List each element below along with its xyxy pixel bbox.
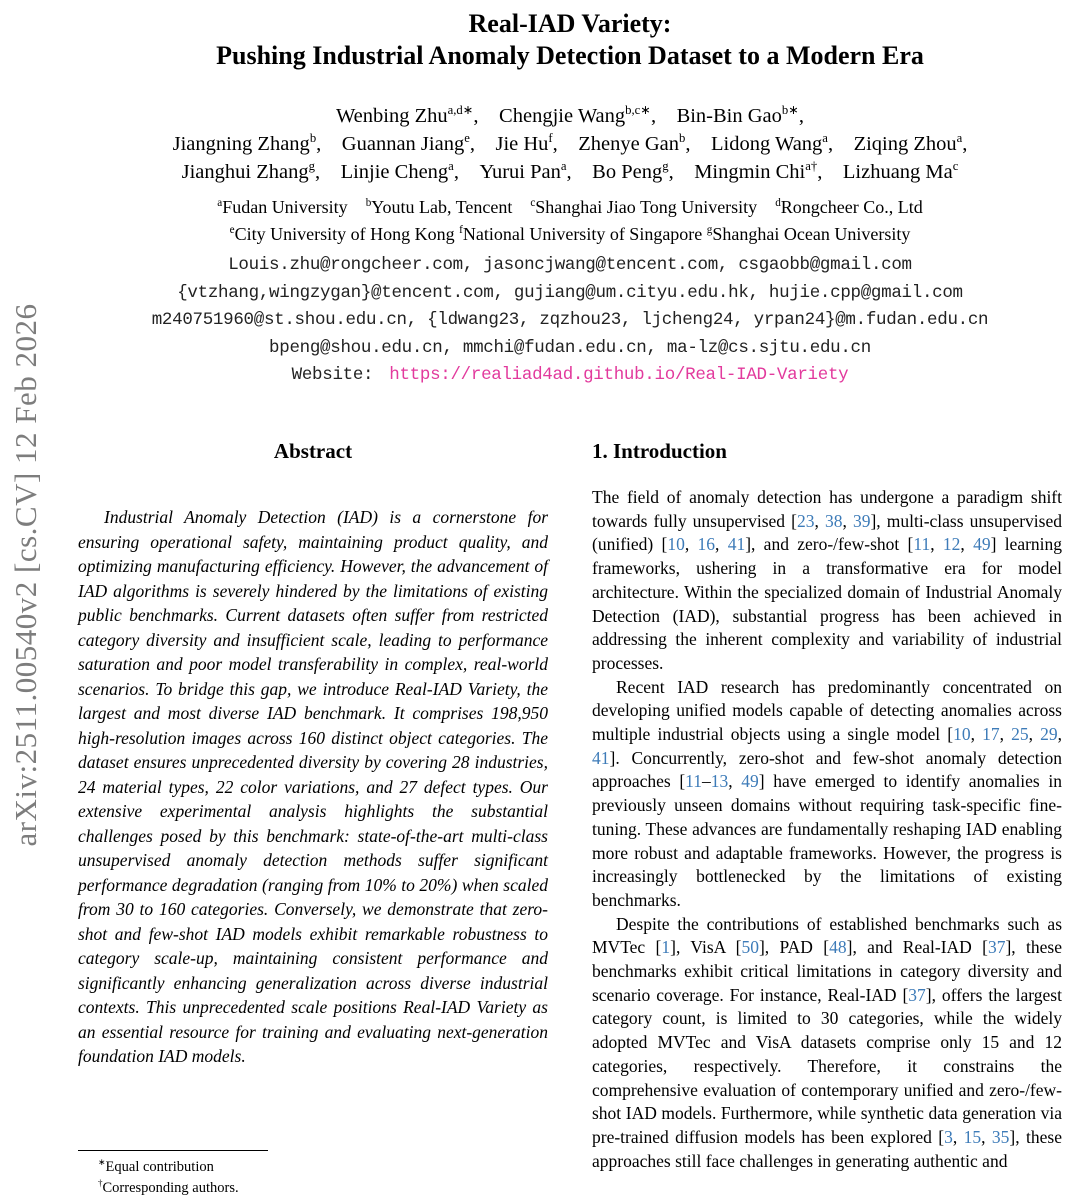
author-line-3: [78, 158, 1062, 186]
paper-title: [78, 8, 1062, 72]
footnote-rule: [78, 1150, 268, 1151]
citation-ref[interactable]: 29: [1040, 724, 1058, 745]
superscript-marker: c: [952, 159, 959, 174]
superscript-marker: f: [548, 131, 553, 146]
website-link[interactable]: https://realiad4ad.github.io/Real-IAD-Variety: [389, 365, 849, 385]
text-run: City University of Hong Kong: [234, 224, 460, 244]
text-run: Equal contribution: [105, 1159, 214, 1175]
text-run: Chengjie Wang: [499, 105, 626, 127]
citation-ref[interactable]: 25: [1011, 724, 1029, 745]
text-run: ,: [1057, 724, 1062, 745]
text-run: Jie Hu: [495, 133, 549, 155]
text-run: Bo Peng: [592, 161, 663, 183]
text-run: Mingmin Chi: [694, 161, 806, 183]
text-run: Lidong Wang: [711, 133, 823, 155]
text-run: ,: [970, 724, 983, 745]
citation-ref[interactable]: 17: [982, 724, 1000, 745]
citation-ref[interactable]: 10: [667, 534, 685, 555]
text-run: ] have emerged to identify anomalies in previously unseen domains without requiring task-specific fine-tuning. These advances are fundamentally reshaping IAD enabling more robust and adaptable frameworks. However, the progress is increasingly bottlenecked by the limitations of existing benchmarks.: [592, 771, 1062, 910]
title-line-1: Real-IAD Variety:: [468, 9, 672, 38]
affiliation-line-2: [78, 221, 1062, 248]
abstract-paragraph: Industrial Anomaly Detection (IAD) is a cornerstone for ensuring operational safety, maintaining product quality, and optimizing manufacturing efficiency. However, the advancement of IAD algorithms is severely hindered by the limitations of existing public benchmarks. Current datasets often suffer from restricted category diversity and insufficient scale, leading to performance saturation and poor model transferability in complex, real-world scenarios. To bridge this gap, we introduce Real-IAD Variety, the largest and most diverse IAD benchmark. It comprises 198,950 high-resolution images across 160 distinct object categories. The dataset ensures unprecedented diversity by covering 28 industries, 24 material types, 22 color variations, and 27 defect types. Our extensive experimental analysis highlights the substantial challenges posed by this benchmark: state-of-the-art multi-class unsupervised anomaly detection methods suffer significant performance degradation (ranging from 10% to 20%) when scaled from 30 to 160 categories. Conversely, we demonstrate that zero-shot and few-shot IAD models exhibit remarkable robustness to category scale-up, maintaining consistent performance and significantly enhancing generalization across diverse industrial contexts. This unprecedented scale positions Real-IAD Variety as an essential resource for training and evaluating next-generation foundation IAD models.: [78, 507, 548, 1066]
affiliation-line-1: [78, 194, 1062, 221]
superscript-marker: ∗: [98, 1157, 106, 1168]
text-run: Recent IAD research has predominantly concentrated on developing unified models capable of detecting anomalies across multiple industrial objects using a single model [: [592, 676, 1062, 745]
superscript-marker: f: [459, 224, 463, 236]
text-run: ], and zero-/few-shot [: [745, 534, 914, 555]
text-run: Lizhuang Ma: [842, 161, 953, 183]
superscript-marker: e: [464, 131, 470, 146]
text-run: Bin-Bin Gao: [676, 105, 782, 127]
text-run: ,: [473, 105, 500, 127]
superscript-marker: b,c∗: [625, 103, 651, 118]
text-run: ,: [962, 133, 968, 155]
superscript-marker: a: [560, 159, 567, 174]
citation-ref[interactable]: 38: [824, 510, 843, 531]
citation-ref[interactable]: 35: [991, 1126, 1010, 1147]
author-line-1: [78, 102, 1062, 130]
text-run: ,: [981, 1126, 992, 1147]
introduction-column: [592, 438, 1062, 1200]
citation-ref[interactable]: 37: [987, 937, 1006, 958]
citation-ref[interactable]: 41: [727, 534, 746, 555]
title-line-2: Pushing Industrial Anomaly Detection Dataset to a Modern Era: [216, 41, 924, 70]
text-run: Despite the contributions of established benchmarks such as MVTec [: [592, 913, 1062, 958]
superscript-marker: a: [217, 197, 223, 209]
text-run: ,: [552, 133, 579, 155]
citation-ref[interactable]: 1: [661, 937, 671, 958]
text-run: ], VisA [: [670, 937, 742, 958]
superscript-marker: a: [956, 131, 963, 146]
text-run: ], these benchmarks exhibit critical limitations in category diversity and scenario coverage. For instance, Real-IAD [: [592, 937, 1062, 1005]
text-run: ,: [952, 1126, 964, 1147]
text-run: ,: [842, 510, 853, 531]
citation-ref[interactable]: 23: [796, 510, 815, 531]
text-run: Jianghui Zhang: [181, 161, 309, 183]
citation-ref[interactable]: 41: [592, 747, 610, 768]
text-run: ,: [316, 133, 342, 155]
superscript-marker: a: [448, 159, 454, 174]
website-line: [78, 362, 1062, 390]
text-run: ,: [453, 161, 480, 183]
superscript-marker: a†: [805, 159, 818, 174]
email-line-3: m240751960@st.shou.edu.cn, {ldwang23, zqzhou23, ljcheng24, yrpan24}@m.fudan.edu.cn: [151, 310, 989, 330]
text-run: –: [702, 771, 711, 792]
text-run: Guannan Jiang: [341, 133, 465, 155]
text-run: ,: [930, 534, 943, 555]
citation-ref[interactable]: 50: [741, 937, 759, 958]
text-run: ,: [728, 771, 742, 792]
text-run: ,: [999, 724, 1012, 745]
text-run: The field of anomaly detection has undergone a paradigm shift towards fully unsupervised [: [592, 487, 1062, 531]
citation-ref[interactable]: 15: [963, 1126, 982, 1147]
superscript-marker: b∗: [781, 103, 799, 118]
citation-ref[interactable]: 48: [829, 937, 847, 958]
arxiv-watermark: arXiv:2511.00540v2 [cs.CV] 12 Feb 2026: [8, 303, 43, 847]
text-run: ], PAD [: [758, 937, 830, 958]
citation-ref[interactable]: 12: [942, 534, 961, 555]
author-block: [78, 102, 1062, 186]
superscript-marker: c: [530, 197, 536, 209]
email-block: [78, 252, 1062, 390]
introduction-paragraph-3: [592, 913, 1062, 1174]
superscript-marker: e: [229, 224, 235, 236]
text-run: ,: [1028, 724, 1041, 745]
text-run: ,: [314, 161, 341, 183]
text-run: ,: [814, 510, 825, 531]
citation-ref[interactable]: 49: [741, 771, 759, 792]
text-run: ,: [668, 161, 695, 183]
footnote-block: [78, 1150, 548, 1199]
text-run: Yurui Pan: [479, 161, 561, 183]
superscript-marker: d: [775, 197, 781, 209]
text-run: Shanghai Jiao Tong University: [535, 197, 776, 217]
text-run: Wenbing Zhu: [335, 105, 448, 127]
superscript-marker: a,d∗: [447, 103, 474, 118]
text-run: National University of Singapore: [462, 224, 707, 244]
abstract-heading: Abstract: [273, 439, 353, 463]
text-run: ], multi-class unsupervised (unified) [: [592, 510, 1062, 555]
email-line-4: bpeng@shou.edu.cn, mmchi@fudan.edu.cn, ma-lz@cs.sjtu.edu.cn: [269, 337, 871, 358]
email-line-2: {vtzhang,wingzygan}@tencent.com, gujiang@um.cityu.edu.hk, hujie.cpp@gmail.com: [177, 282, 963, 303]
superscript-marker: g: [706, 224, 713, 236]
paper-header: [78, 8, 1062, 390]
text-run: Rongcheer Co., Ltd: [780, 197, 923, 217]
text-run: Fudan University: [222, 197, 366, 217]
footnote-corresponding-authors: [78, 1178, 548, 1199]
citation-ref[interactable]: 11: [685, 771, 703, 792]
superscript-marker: a: [822, 131, 828, 146]
introduction-heading: 1. Introduction: [592, 439, 727, 463]
citation-ref[interactable]: 10: [953, 724, 971, 745]
text-run: Shanghai Ocean University: [712, 224, 911, 244]
citation-ref[interactable]: 11: [913, 534, 931, 555]
email-line-1: Louis.zhu@rongcheer.com, jasoncjwang@tencent.com, csgaobb@gmail.com: [228, 255, 912, 275]
superscript-marker: b: [679, 131, 686, 146]
text-run: ,: [469, 133, 496, 155]
text-run: Ziqing Zhou: [853, 133, 957, 155]
abstract-column: [78, 438, 548, 1069]
website-label: Website:: [291, 365, 374, 385]
text-run: ,: [798, 105, 805, 127]
citation-ref[interactable]: 39: [852, 510, 871, 531]
superscript-marker: g: [308, 159, 315, 174]
superscript-marker: g: [662, 159, 669, 174]
text-run: ]. Concurrently, zero-shot and few-shot anomaly detection approaches [: [592, 747, 1062, 792]
citation-ref[interactable]: 49: [973, 534, 991, 555]
citation-ref[interactable]: 3: [944, 1126, 953, 1147]
superscript-marker: b: [309, 131, 317, 146]
text-run: ,: [827, 133, 854, 155]
text-run: Youtu Lab, Tencent: [371, 197, 531, 217]
text-run: ], these approaches still face challenges in generating authentic and: [592, 1126, 1062, 1171]
author-line-2: [78, 130, 1062, 158]
text-run: ,: [715, 534, 728, 555]
text-run: Corresponding authors.: [102, 1180, 239, 1196]
text-run: ,: [650, 105, 677, 127]
text-run: ], and Real-IAD [: [846, 937, 988, 958]
text-run: ] learning frameworks, ushering in a transformative era for model architecture. Within the specialized domain of Industrial Anomaly Detection (IAD), substantial progress has been achieved in addressing the inherent complexity and variability of industrial processes.: [592, 534, 1062, 673]
introduction-paragraph-2: [592, 676, 1062, 913]
text-run: ,: [685, 133, 712, 155]
text-run: Linjie Cheng: [340, 161, 449, 183]
affiliation-block: [78, 194, 1062, 248]
footnote-equal-contribution: [78, 1157, 548, 1178]
superscript-marker: b: [365, 197, 372, 209]
text-run: ,: [684, 534, 698, 555]
text-run: Zhenye Gan: [578, 133, 680, 155]
citation-ref[interactable]: 16: [697, 534, 716, 555]
text-run: ,: [960, 534, 974, 555]
text-run: ,: [817, 161, 843, 183]
citation-ref[interactable]: 37: [908, 984, 926, 1005]
text-run: ,: [566, 161, 593, 183]
introduction-paragraph-1: [592, 486, 1062, 676]
citation-ref[interactable]: 13: [710, 771, 729, 792]
text-run: Jiangning Zhang: [172, 133, 310, 155]
superscript-marker: †: [98, 1178, 103, 1189]
text-run: ], offers the largest category count, is limited to 30 categories, while the widely adopted MVTec and VisA datasets comprise only 15 and 12 categories, respectively. Therefore, it constrains the comprehensive evaluation of contemporary unified and zero-/few-shot IAD models. Furthermore, while synthetic data generation via pre-trained diffusion models has been explored [: [592, 984, 1062, 1147]
